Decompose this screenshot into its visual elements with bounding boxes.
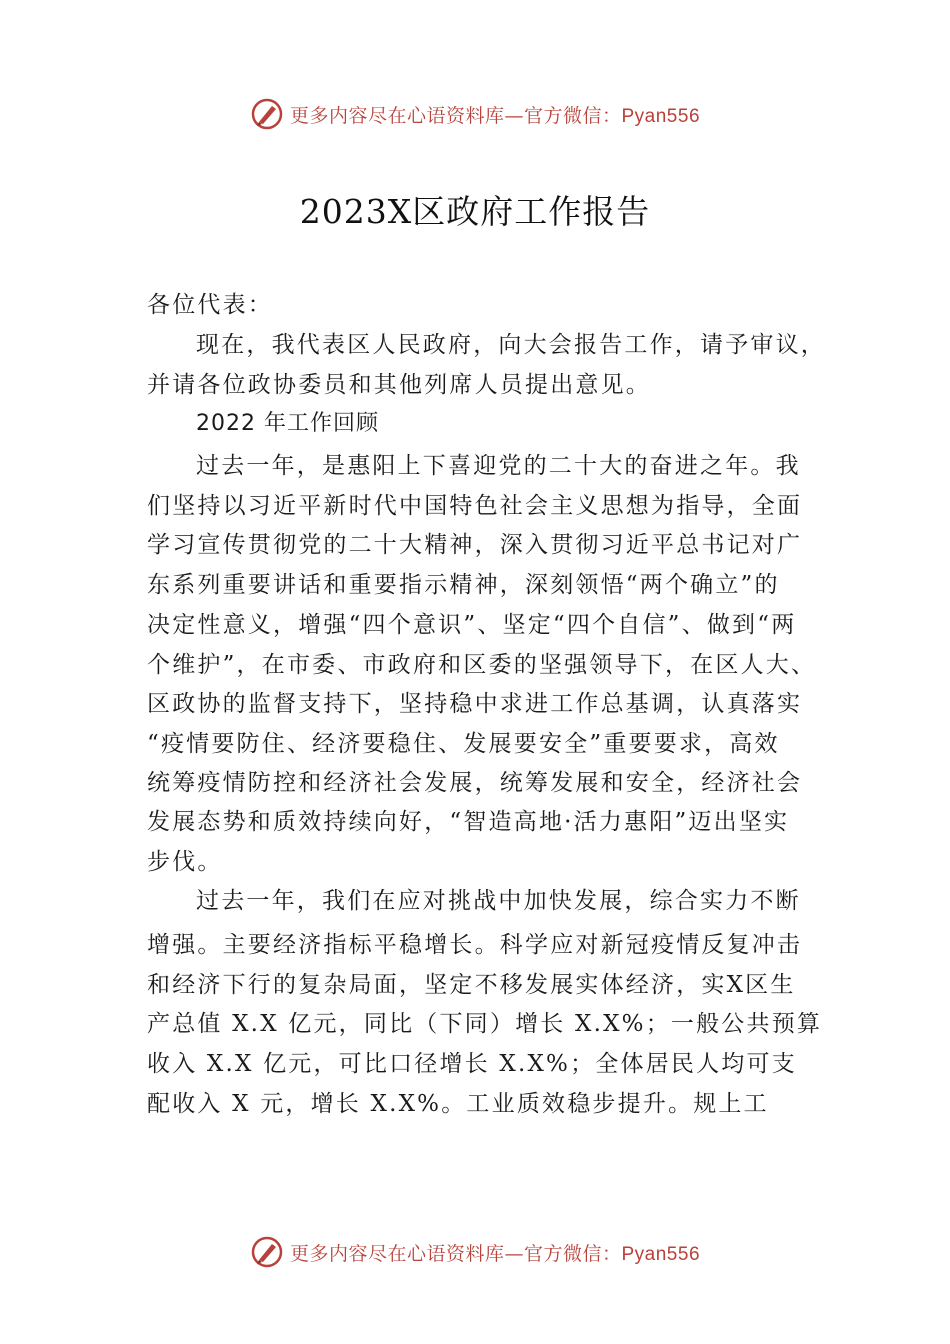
banner-account: Pyan556 — [621, 105, 701, 127]
header-banner — [0, 94, 950, 134]
banner-site-name: 更多内容尽在心语资料库 — [289, 1242, 505, 1265]
intro-line: 现在，我代表区人民政府，向大会报告工作，请予审议， — [196, 332, 826, 358]
paragraph-line: 学习宣传贯彻党的二十大精神，深入贯彻习近平总书记对广 — [147, 532, 803, 558]
paragraph-line: 东系列重要讲话和重要指示精神，深刻领悟“两个确立”的 — [147, 572, 780, 598]
paragraph-line: 们坚持以习近平新时代中国特色社会主义思想为指导，全面 — [147, 493, 803, 519]
paragraph-line: 和经济下行的复杂局面，坚定不移发展实体经济，实X区生 — [147, 972, 796, 998]
intro-line: 并请各位政协委员和其他列席人员提出意见。 — [147, 372, 651, 398]
paragraph-line: 区政协的监督支持下，坚持稳中求进工作总基调，认真落实 — [147, 691, 803, 717]
banner-separator: — — [504, 1242, 524, 1265]
banner-label: 官方微信： — [523, 1242, 622, 1265]
paragraph-line: 配收入 X 元，增长 X.X%。工业质效稳步提升。规上工 — [147, 1091, 769, 1117]
paragraph-line: 统筹疫情防控和经济社会发展，统筹发展和安全，经济社会 — [147, 770, 803, 796]
paragraph-line: 过去一年，我们在应对挑战中加快发展，综合实力不断 — [196, 888, 801, 914]
paragraph-line: 过去一年，是惠阳上下喜迎党的二十大的奋进之年。我 — [196, 453, 801, 479]
paragraph-line: 产总值 X.X 亿元，同比（下同）增长 X.X%；一般公共预算 — [147, 1011, 823, 1037]
banner-text — [290, 1239, 700, 1266]
paragraph-line: 步伐。 — [147, 849, 223, 875]
pen-logo-icon — [250, 1235, 284, 1269]
banner-text — [290, 101, 700, 128]
footer-banner — [0, 1232, 950, 1272]
pen-logo-icon — [250, 97, 284, 131]
paragraph-line: 增强。主要经济指标平稳增长。科学应对新冠疫情反复冲击 — [147, 932, 803, 958]
banner-separator: — — [504, 104, 524, 127]
banner-site-name: 更多内容尽在心语资料库 — [289, 104, 505, 127]
paragraph-line: 收入 X.X 亿元，可比口径增长 X.X%；全体居民人均可支 — [147, 1051, 797, 1077]
banner-account: Pyan556 — [621, 1243, 701, 1265]
salutation: 各位代表： — [147, 292, 273, 318]
paragraph-line: 发展态势和质效持续向好，“智造高地·活力惠阳”迈出坚实 — [147, 809, 790, 835]
paragraph-line: “疫情要防住、经济要稳住、发展要安全”重要要求，高效 — [147, 731, 780, 757]
section-heading: 2022 年工作回顾 — [196, 411, 379, 436]
document-title: 2023X区政府工作报告 — [299, 192, 651, 231]
paragraph-line: 决定性意义，增强“四个意识”、坚定“四个自信”、做到“两 — [147, 612, 797, 638]
banner-label: 官方微信： — [523, 104, 622, 127]
paragraph-line: 个维护”，在市委、市政府和区委的坚强领导下，在区人大、 — [147, 652, 817, 678]
